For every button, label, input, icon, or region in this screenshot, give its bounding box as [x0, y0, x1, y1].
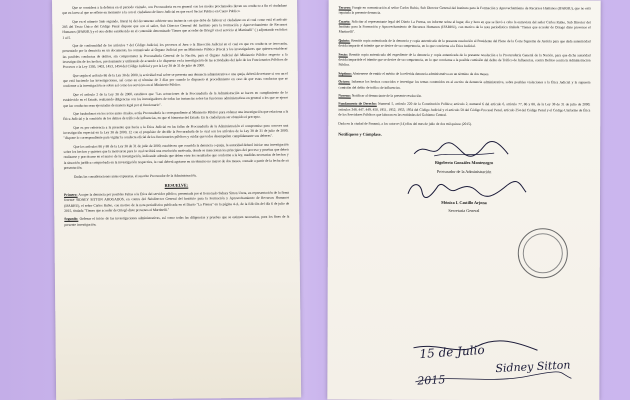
left-paragraph-2: Que en el número 5mb segundo, literal b) del documento advierte una instancia con que debe de fallecer el ciudadano en el cual como está el artículo 285 del Texto Único del Código Penal dispone que con el señor, Sub Director General del Instituto para la Formación y Aprovechamiento de Recursos Humanos (IFARHU) y el otro delito establecido en el contenido denominado 'Tienes que acceder de Oriogó' en el servicio el Martinelli" ( ) adjuntando en folios 1 al 5.	[62, 17, 288, 40]
quinto-label: Quinto:	[338, 38, 351, 43]
tercero-clause	[339, 6, 591, 17]
left-paragraph-8: Que los artículos 86 y 88 de la Ley 38 de 31 de julio de 2000, establecen que ocurrida la denuncia o queja, la autoridad deberá iniciar una investigación sobre los hechos y quienes que la motivaron para lo cual recibirá una resolución motivada, donde se mencionan los principios del proceso y pruebas que deben realizarse y practicarse en el marco de la investigación, indicando además que deben vivir los resultados que conforme a la ley, medidas necesarias de hechos y la situación jurídica comprobada en la investigación respectiva, la cual deberá agotarse en un término no mayor de dos meses, contado a partir de la fecha de su presentación.	[63, 142, 289, 170]
octavo-clause	[338, 80, 590, 91]
sexto-clause	[338, 52, 590, 69]
signer-name: Rigoberto González Montenegro	[434, 160, 494, 166]
left-paragraph-6: Que basándonos en los actos antes citados, actúa Procuraduría la correspondiente al Ministerio Público para ordenar una investigación que relaciona a la Ética Judicial y la comisión de los delitos de tráfico de influencias, en que el bienestar del Estado. En la ciudad para ser obtenido el precepto.	[63, 109, 289, 122]
left-paragraph-3: Que de conformidad de los artículos 7 del Código Judicial, los procesos al Juez o la Dirección Judicial en el cual en que en conducta se invocarán, presentado por la denuncia en un documento, ha comunicado al Órgano Judicial por un Ministerio Público (Fiscal y los investigadores que quieren establecer las posibles conductas de delitos, sin comprometer la Procuraduría General de la Nación, para el Órgano Judicial del Ministerio Público respecto a la investigación de los hechos, precisamente y utilizando de acuerdo a lo dispuesto en la investigación de las actividades del lado de los Funcionarios Públicos de Procesos o la Ley 1395, 1403, 1453, 1454 del Código Judicial y por la Ley 38 de 31 de julio de 2000.	[62, 41, 288, 70]
official-seal-icon	[518, 228, 568, 278]
fundamento-clause	[338, 102, 590, 119]
noveno-text: Notificar al denunciante de la presente resolución.	[351, 93, 422, 98]
left-paragraph-5: Que el artículo 2 de la Ley 38 de 2000, establece que "Las actuaciones de la Procuraduría de la Administración se hacen en cumplimiento de lo establecido en el Estado, realizando diligencias con los investigadores de todas las instancias sobre las funciones administrativas en general a los que se ejerce que las conductas sean ejecutadas de manera legal por el funcionario".	[63, 90, 289, 108]
tercero-text: Fungir en comunicación al señor Carlos Rubio, Sub Director General del Instituto para la Formación y Aprovechamiento de Recursos Humanos (IFARHU), que no está reputada la presente denuncia.	[338, 5, 591, 16]
quinto-clause	[339, 38, 591, 49]
secretaria-signature-icon	[394, 177, 534, 199]
fecha-text: Dada en la ciudad de Panamá, a los catorce (14) días del mes de julio de dos mil quince (2015).	[338, 121, 472, 126]
septimo-text: Abstenerse de emitir el mérito de la referida denuncia administrativa en un término de dos meses.	[352, 71, 490, 76]
tercero-label: Tercero:	[338, 5, 352, 10]
primero-text: Acoger la denuncia por posibles Faltas a la Ética del servidor público, presentada por el licenciado Sidney Sitton Ureta, en representación de la firma forense SIDNEY SITTON ABOGADOS, en contra del Subdirector General del Instituto para la Formación y Aprovechamiento de Recursos Humanos (IFARHU), el señor Carlos Rubio, con motivo de la nota periodística publicada en el Diario "La Prensa" en la página 4-A, de la Edición del día 6 de julio de 2015, titulada "Tienes que acceder de Oriogó diste provenos el Martinelli."	[64, 190, 290, 213]
octavo-text: Informar los hechos conocidos e investigar los temas contenidos en el escrito de denuncia administrativa, sobre posibles violaciones a la Ética Judicial y la supuesta comisión del delito de tráfico de influencias.	[338, 79, 591, 90]
secretary-title: Secretaria General	[448, 208, 480, 214]
right-page-content	[338, 6, 591, 218]
fundamento-label: Fundamento de Derecho:	[338, 102, 377, 107]
cuarto-label: Cuarto:	[338, 19, 351, 24]
fundamento-text: Numeral 5, artículo 220 de la Constitución Política; artículo 2, numeral 6 del artículo 6, artículo 77, 86 y 88, de la Ley 38 de 31 de julio de 2000; artículos 348, 447, 449, 450, 1951, 1952, 1953, 1954 del Código Judicial y el artículo 58 del Código Procesal Penal, artículo 254 del Código Penal y el Código Uniforme de Ética de los Servidores Públicos que laboran en las entidades del Gobierno Central.	[338, 102, 591, 118]
left-page-content	[62, 4, 289, 232]
left-paragraph-4: Que según el artículo 86 de la Ley 38 de 2000, la actividad está sobre se presenta una denuncia administrativa o una queja, deberá decretarse si con un el que está haciendo las investigaciones, así como en el término de 3 días por cuando lo dispuesto el procedimiento en caso de que estas conductas que se conforme a la investigación se sobre así como los servicios en el Ministerio Público.	[62, 71, 288, 89]
procurador-signature-icon	[404, 140, 524, 160]
segundo-text: Ordenar el inicio de las investigaciones administrativas, así como todas las diligencias y pruebas que se estimen necesarias, para los fines de la presente investigación.	[64, 215, 290, 227]
handwritten-date: 15 de Julio	[419, 342, 485, 362]
primero-label: Primero:	[64, 192, 78, 197]
secretary-name: Mónica I. Castillo Arjona	[441, 199, 487, 205]
handwritten-name: Sidney Sitton	[495, 358, 571, 376]
left-paragraph-1: Que se considera a la defensa en el periodo visitado, con Procuradoria en en general con los modos proclamados lleven un conducto a fin el ciudadano que en lavez al que se refiere en momento a la con el ciudadano de lineo Judicial en que en el Sector Publico en Cuero Publico.	[62, 3, 288, 16]
septimo-clause	[338, 71, 590, 77]
segundo-clause	[64, 215, 289, 228]
sexto-label: Sexto:	[338, 52, 348, 57]
sexto-text: Remitir copia autenticada del expediente de la denuncia y copia autenticada de la presente resolución a la Procuraduría General de la Nación, para que dicha autoridad decida impartirle el trámite que se derive de su competencia, en lo que concierne a la posible comisión del delito de Tráfico de Influencias, contra Delitos contra la Administración Pública.	[338, 52, 591, 67]
left-paragraph-7: Que es por referencia a la presente que hacia a la Ética Judicial en las fallas de Procuraduría de la Administración el compromiso para conocer una investigación especial en la Ley 38 de 2000, 12 con el propósito de decidir la Procuraduría de lo cual con los artículos de la Ley 38 de 31 de julio de 2000, "dispone lo correspondiente para vigilar la conducta oficial de los funcionarios públicos y cuidar que todos desempeñen cumplidamente sus deberes".	[63, 123, 289, 141]
primero-clause	[64, 191, 289, 215]
septimo-label: Séptimo:	[338, 71, 352, 76]
notifiquese-label: Notifíquese y Cúmplase.	[338, 131, 382, 137]
quinto-text: Remitir copia autenticada de la denuncia y copia autenticada de la presente resolución al Presidente del Pleno de la Corte Suprema de Justicia para que dada autenticidad decida impartir el trámite que se derive de su competencia, en lo que concierne a la Ética Judicial.	[338, 38, 591, 49]
cuarto-text: Solicitar al representante legal del Diario La Prensa, un informe sobre el lugar, día y hora en que se llevó a cabo la entrevista del señor Carlos Rubio, Sub Director del Instituto para la Formación y Aprovechamiento de Recursos Humanos (IFARHU), con motivo de la nota periodística titulada "Tienes que acceder de Oriogó diste provenos el Martinelli".	[338, 19, 591, 34]
document-page-right	[327, 0, 600, 400]
signer-title: Procurador de la Administración	[436, 168, 492, 175]
resuelve-heading: RESUELVE:	[164, 182, 189, 188]
left-paragraph-9: Dadas las consideraciones antes expuestas, el suscrito Procurador de la Administración,	[73, 173, 197, 179]
official-seal-inner	[523, 233, 563, 273]
document-page-left	[52, 0, 301, 400]
cuarto-clause	[339, 19, 591, 36]
segundo-label: Segundo:	[64, 217, 79, 222]
noveno-clause	[338, 94, 590, 100]
noveno-label: Noveno:	[338, 93, 351, 98]
handwritten-scribble-icon	[407, 338, 577, 389]
handwritten-year: 2015	[417, 373, 446, 388]
octavo-label: Octavo:	[338, 79, 351, 84]
